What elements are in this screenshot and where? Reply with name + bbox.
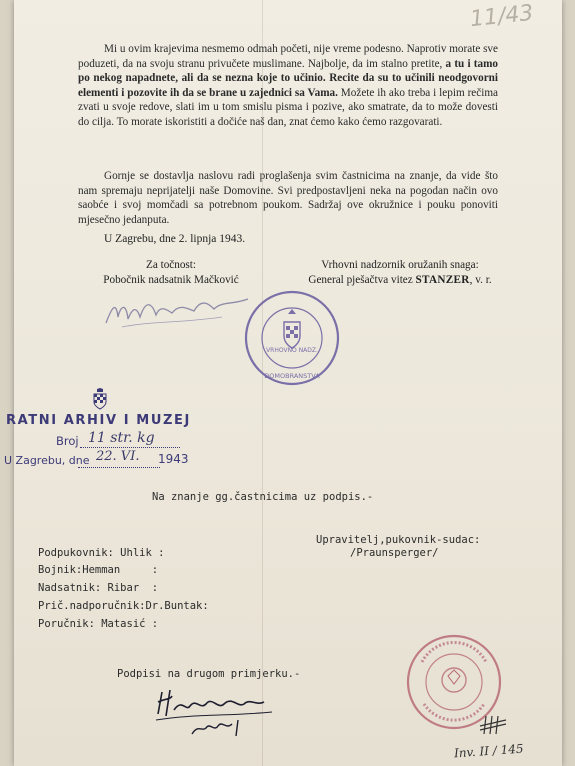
body-paragraph-2: Gornje se dostavlja naslovu radi proglašenja svim častnicima na znanje, da vide što nam spremaju neprijatelji naše Domovine. Svi predpostavljeni neka na pogodan način ovo saobće i svoj momčadi sa potrebnom poukom. Sadržaj ove okružnice i pouku ponoviti mjesečno jedanputa.: [78, 170, 498, 226]
commander-title: Upravitelj,pukovnik-sudac:: [316, 534, 481, 546]
distribution-notice: Na znanje gg.častnicima uz podpis.-: [152, 491, 374, 503]
handwritten-signature-mackovic: [102, 287, 252, 331]
paragraph-1-text-b: Možete ih ako treba i lepim rečima zvati u svoje redove, slati im u tom smislu pisma i pozive, ako smatrate, da to može dovesti do cilja. To morate iskoristiti a dočiće naš dan, znat ćemo kako ćemo razgovarati.: [78, 86, 498, 128]
officer-line: Prič.nadporučnik:Dr.Buntak:: [38, 600, 209, 612]
left-signature-name: Pobočnik nadsatnik Mačković: [103, 274, 239, 286]
paragraph-1-text-a: Mi u ovim krajevima nesmemo odmah početi, nije vreme podesno. Naprotiv morate sve poduzeti, da na svoju stranu privučete muslimane. Najbolje, da im stalno pretite,: [78, 43, 498, 70]
official-round-stamp: [240, 288, 344, 388]
signature-block-right: [280, 258, 520, 288]
svg-text:VRHOVNO NADZ.: VRHOVNO NADZ.: [266, 347, 318, 354]
place-and-date: U Zagrebu, dne 2. lipnja 1943.: [104, 233, 246, 245]
archive-number-label: Broj: [56, 434, 79, 448]
officer-line: Podpukovnik: Uhlik :: [38, 547, 165, 559]
date-underline: [78, 467, 160, 468]
signatures-note: Podpisi na drugom primjerku.-: [117, 668, 301, 680]
officer-line: Bojnik:Hemman :: [38, 564, 159, 576]
right-signature-name-suffix: , v. r.: [469, 274, 492, 286]
croatian-coat-of-arms-icon: [92, 388, 108, 410]
signature-block-left: [66, 258, 276, 288]
right-signature-heading: Vrhovni nadzornik oružanih snaga:: [321, 259, 479, 271]
archive-folio-number: 11/43: [468, 0, 535, 33]
commander-name: /Praunsperger/: [350, 547, 439, 559]
number-underline: [80, 447, 180, 448]
archive-number-value: 11 str. kg: [88, 430, 155, 446]
archive-year: 1943: [158, 452, 189, 466]
inventory-number: Inv. II / 145: [453, 741, 524, 761]
archive-stamp: [0, 386, 260, 476]
left-signature-heading: Za točnost:: [145, 259, 197, 271]
handwritten-signature-hemman: [152, 684, 292, 742]
archive-date-value: 22. VI.: [96, 449, 140, 464]
inventory-hatch-mark: [476, 712, 510, 736]
archive-title: RATNI ARHIV I MUZEJ: [6, 413, 191, 428]
body-paragraph-1: [78, 42, 498, 130]
officer-line: Poručnik: Matasić :: [38, 618, 159, 630]
officer-line: Nadsatnik: Ribar :: [38, 582, 159, 594]
archive-location-label: U Zagrebu, dne: [4, 454, 90, 467]
svg-text:DOMOBRANSTVA: DOMOBRANSTVA: [264, 372, 320, 380]
right-signature-name-prefix: General pješačtva vitez: [308, 274, 416, 286]
paragraph-1-bold-text: a tu i tamo po nekog napadnete, ali da se nezna koje to učinio. Recite da su to učinili neodgovorni elementi i pozovite ih da se brane u zajednici sa Vama.: [78, 57, 498, 99]
right-signature-surname: STANZER: [415, 274, 470, 286]
right-signature-name: [280, 273, 520, 288]
